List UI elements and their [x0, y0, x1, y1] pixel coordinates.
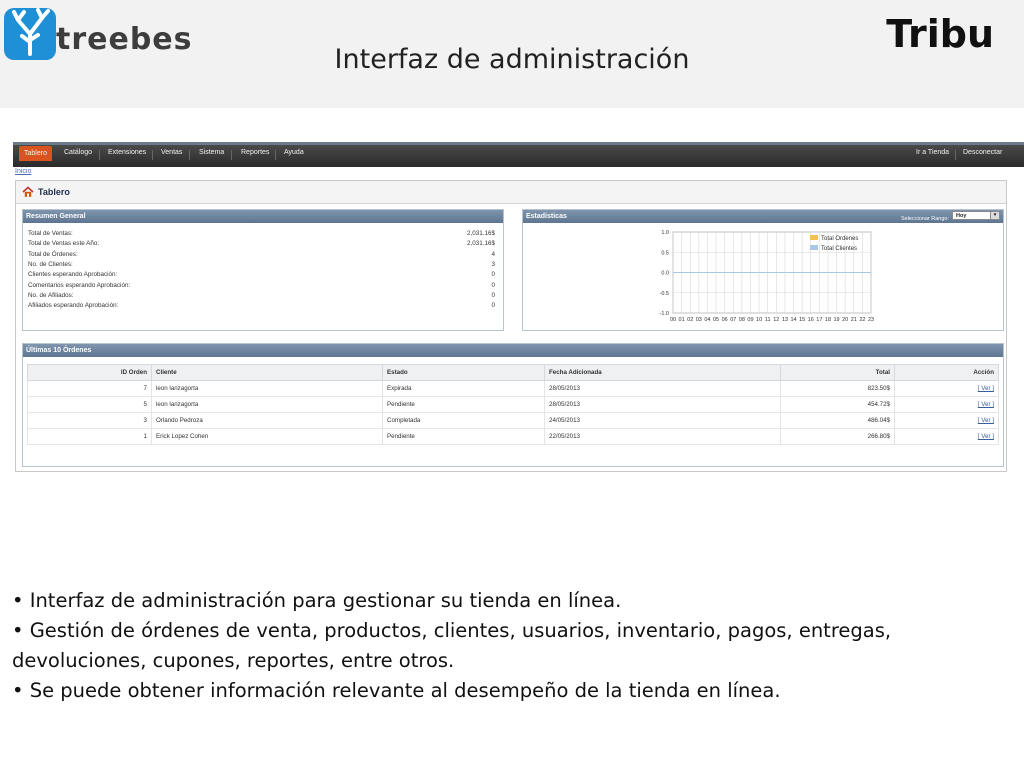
x-tick-label: 04	[704, 317, 711, 323]
slide-header	[0, 0, 1024, 108]
range-label: Seleccionar Rango:	[900, 216, 949, 222]
nav-divider	[275, 150, 276, 160]
total-cell: 454.72$	[781, 397, 895, 413]
stats-title	[523, 210, 1003, 223]
summary-value: 0	[491, 281, 495, 289]
client-cell: Orlando Pedroza	[152, 413, 383, 429]
breadcrumb-inicio[interactable]: Inicio	[15, 168, 32, 175]
bullet-2: • Gestión de órdenes de venta, productos, clientes, usuarios, inventario, pagos, entregas, devoluciones, cupones, reportes, entre otros.	[12, 619, 892, 672]
summary-value: 4	[491, 250, 495, 258]
x-tick-label: 21	[850, 317, 857, 323]
orders-box	[22, 343, 1004, 467]
nav-divider	[231, 150, 232, 160]
order-id-cell: 7	[28, 381, 152, 397]
nav-divider	[955, 150, 956, 160]
summary-label: Total de Ventas:	[28, 230, 73, 237]
orders-header-row	[28, 365, 999, 381]
x-tick-label: 09	[747, 317, 754, 323]
x-tick-label: 23	[867, 317, 875, 323]
summary-label: Afiliados esperando Aprobación:	[28, 302, 119, 310]
home-icon	[22, 186, 34, 198]
col-estado: Estado	[383, 365, 545, 381]
x-tick-label: 14	[790, 317, 797, 323]
brand-name: Tribu	[886, 12, 994, 56]
statistics-chart	[523, 224, 1001, 329]
order-id-cell: 3	[28, 413, 152, 429]
bullet-1: • Interfaz de administración para gestionar su tienda en línea.	[12, 589, 622, 612]
admin-screenshot	[13, 142, 1024, 474]
total-cell: 823.50$	[781, 381, 895, 397]
legend-swatch	[810, 235, 818, 240]
panel-title-bar	[16, 181, 1006, 204]
y-tick-label: 0.5	[661, 250, 669, 257]
summary-value: 3	[491, 260, 495, 268]
status-cell: Pendiente	[383, 429, 545, 445]
legend-label: Total Clientes	[821, 246, 858, 252]
summary-label: Comentarios esperando Aprobación:	[28, 281, 131, 289]
slide-title: Interfaz de administración	[334, 44, 690, 75]
col-fecha: Fecha Adicionada	[545, 365, 781, 381]
client-cell: leon lanzagorta	[152, 397, 383, 413]
col-cliente: Cliente	[152, 365, 383, 381]
x-tick-label: 11	[764, 317, 771, 323]
orders-title: Últimas 10 Órdenes	[23, 344, 1003, 357]
stats-box	[522, 209, 1004, 331]
view-order-link[interactable]: [ Ver ]	[977, 385, 994, 392]
logo-wordmark: treebes	[56, 22, 193, 57]
x-tick-label: 07	[730, 317, 737, 323]
order-id-cell: 5	[28, 397, 152, 413]
action-cell	[895, 413, 999, 429]
range-select-value: Hoy	[956, 213, 967, 219]
nav-extensiones[interactable]: Extensiones	[108, 149, 147, 156]
x-tick-label: 15	[799, 317, 806, 323]
total-cell: 486.04$	[781, 413, 895, 429]
view-order-link[interactable]: [ Ver ]	[977, 401, 994, 408]
chevron-down-icon: ▾	[990, 212, 999, 219]
order-id-cell: 1	[28, 429, 152, 445]
x-tick-label: 03	[695, 317, 702, 323]
x-tick-label: 16	[807, 317, 814, 323]
action-cell	[895, 397, 999, 413]
top-navigation	[13, 142, 1024, 167]
view-order-link[interactable]: [ Ver ]	[977, 433, 994, 440]
date-cell: 22/05/2013	[545, 429, 781, 445]
summary-value: 2,031.16$	[466, 230, 495, 237]
summary-label: Total de Órdenes:	[28, 250, 78, 258]
x-tick-label: 08	[738, 317, 745, 323]
x-tick-label: 17	[816, 317, 823, 323]
summary-label: Clientes esperando Aprobación:	[28, 271, 118, 279]
summary-box	[22, 209, 504, 331]
nav-ventas[interactable]: Ventas	[161, 149, 183, 156]
summary-label: No. de Afiliados:	[28, 291, 74, 299]
nav-divider	[99, 150, 100, 160]
table-row	[28, 413, 999, 429]
x-tick-label: 05	[712, 317, 720, 323]
x-tick-label: 02	[687, 317, 694, 323]
y-tick-label: -1.0	[659, 311, 669, 317]
col-id-orden: ID Orden	[28, 365, 152, 381]
nav-reportes[interactable]: Reportes	[241, 149, 270, 156]
total-cell: 266.80$	[781, 429, 895, 445]
nav-sistema[interactable]: Sistema	[199, 149, 225, 156]
x-tick-label: 20	[842, 317, 849, 323]
page-title: Tablero	[38, 187, 70, 197]
x-tick-label: 06	[721, 317, 728, 323]
x-tick-label: 01	[678, 317, 685, 323]
table-row	[28, 429, 999, 445]
legend-label: Total Ordenes	[821, 236, 859, 242]
date-cell: 24/05/2013	[545, 413, 781, 429]
table-row	[28, 381, 999, 397]
nav-divider	[152, 150, 153, 160]
y-tick-label: 1.0	[661, 230, 669, 236]
slide-bullets	[12, 586, 1002, 706]
summary-title: Resumen General	[23, 210, 503, 223]
action-cell	[895, 429, 999, 445]
orders-table	[27, 364, 999, 445]
action-cell	[895, 381, 999, 397]
status-cell: Completada	[383, 413, 545, 429]
date-cell: 28/05/2013	[545, 381, 781, 397]
x-tick-label: 13	[781, 317, 788, 323]
y-tick-label: -0.5	[659, 290, 669, 297]
nav-desconectar[interactable]: Desconectar	[963, 149, 1003, 156]
nav-tablero[interactable]: Tablero	[19, 146, 52, 161]
bullet-3: • Se puede obtener información relevante al desempeño de la tienda en línea.	[12, 679, 781, 702]
col-total: Total	[781, 365, 895, 381]
date-cell: 28/05/2013	[545, 397, 781, 413]
client-cell: leon lanzagorta	[152, 381, 383, 397]
x-tick-label: 19	[833, 317, 840, 323]
summary-value: 0	[491, 302, 495, 310]
dashboard-panel	[15, 180, 1007, 472]
nav-catalogo[interactable]: Catálogo	[64, 149, 93, 156]
summary-value: 2,031.16$	[466, 240, 495, 248]
status-cell: Pendiente	[383, 397, 545, 413]
nav-ayuda[interactable]: Ayuda	[284, 149, 304, 156]
table-row	[28, 397, 999, 413]
summary-value: 0	[491, 271, 495, 279]
x-tick-label: 10	[756, 317, 763, 323]
x-tick-label: 18	[824, 317, 832, 323]
col-accion: Acción	[895, 365, 999, 381]
legend-swatch	[810, 245, 818, 250]
view-order-link[interactable]: [ Ver ]	[977, 417, 994, 424]
status-cell: Expirada	[383, 381, 545, 397]
nav-divider	[189, 150, 190, 160]
summary-label: Total de Ventas este Año:	[28, 240, 100, 248]
range-select[interactable]	[952, 211, 1000, 220]
x-tick-label: 12	[773, 317, 780, 323]
client-cell: Erick Lopez Cohen	[152, 429, 383, 445]
y-tick-label: 0.0	[661, 270, 669, 277]
summary-value: 0	[491, 291, 495, 299]
x-tick-label: 22	[859, 317, 866, 323]
summary-label: No. de Clientes:	[28, 260, 73, 268]
stats-title-text: Estadísticas	[526, 213, 567, 220]
nav-ir-a-tienda[interactable]: Ir a Tienda	[916, 149, 950, 156]
x-tick-label: 00	[669, 317, 677, 323]
